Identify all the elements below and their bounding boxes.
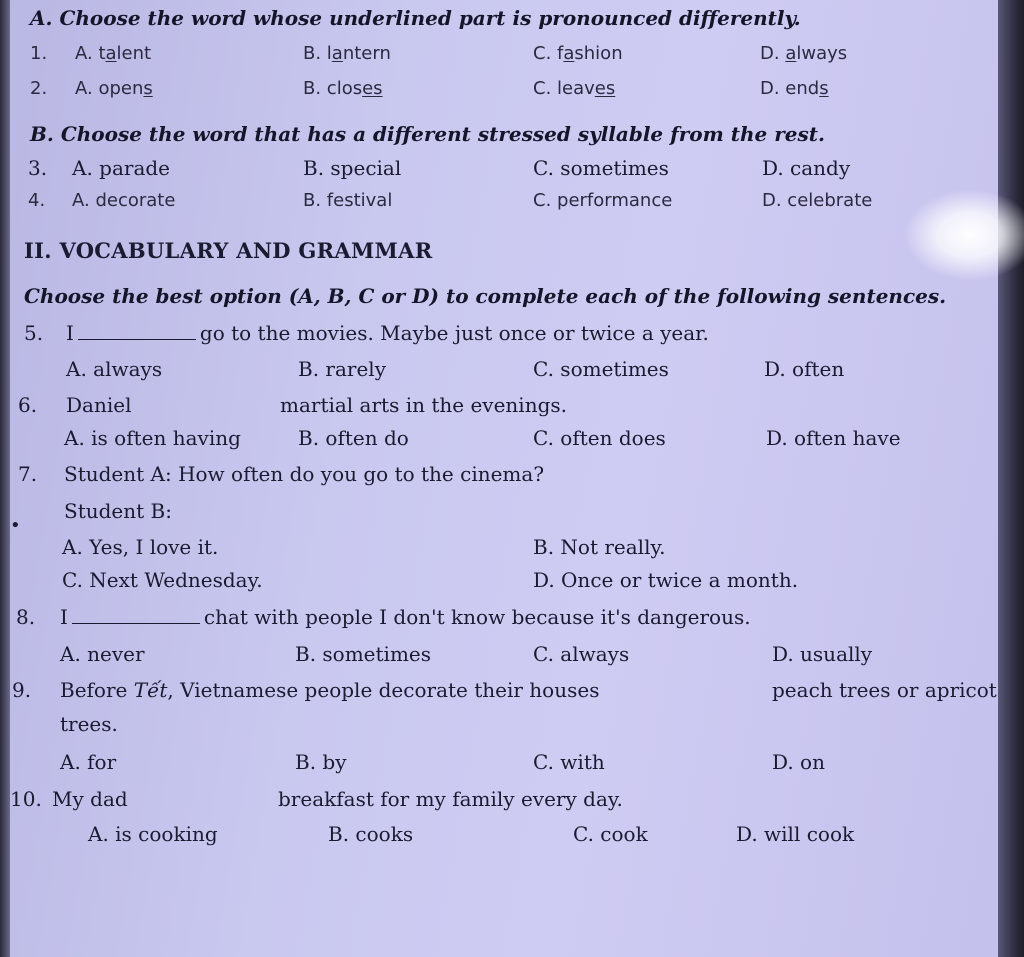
question-stem-start: My dad: [52, 787, 128, 811]
bullet-mark: •: [10, 515, 21, 536]
question-9-options: [0, 750, 1000, 780]
question-stem-continued: trees.: [60, 712, 118, 736]
question-2: [0, 78, 1000, 108]
option-a: A. parade: [72, 156, 171, 180]
option-c: C. fashion: [533, 43, 623, 64]
question-stem: I chat with people I don't know because it's dangerous.: [60, 605, 751, 629]
option-c: C. Next Wednesday.: [62, 568, 263, 592]
question-10-options: [0, 822, 1000, 852]
question-stem-start: Before Tết, Vietnamese people decorate their houses: [60, 678, 600, 702]
question-number: 6.: [18, 393, 38, 417]
option-a: A. never: [60, 642, 145, 666]
question-stem-end: peach trees or apricot: [772, 678, 997, 702]
question-stem-end: breakfast for my family every day.: [278, 787, 623, 811]
option-d: D. Once or twice a month.: [533, 568, 799, 592]
option-c: C. sometimes: [533, 357, 669, 381]
question-number: 2.: [30, 78, 48, 99]
question-stem: Student A: How often do you go to the cinema?: [64, 462, 545, 486]
question-10: [0, 787, 1000, 817]
question-7-line-2: [0, 499, 1000, 529]
question-stem: I go to the movies. Maybe just once or twice a year.: [66, 321, 709, 345]
question-number: 8.: [16, 605, 36, 629]
section-ii-instruction: Choose the best option (A, B, C or D) to complete each of the following sentences.: [24, 284, 947, 308]
question-9-line-2: [0, 712, 1000, 742]
option-a: A. always: [66, 357, 163, 381]
question-stem-start: Daniel: [66, 393, 132, 417]
option-a: A. opens: [75, 78, 153, 99]
option-d: D. celebrate: [762, 190, 873, 211]
option-b: B. rarely: [298, 357, 386, 381]
option-a: A. talent: [75, 43, 152, 64]
question-8-options: [0, 642, 1000, 672]
question-number: 5.: [24, 321, 44, 345]
option-c: C. sometimes: [533, 156, 669, 180]
option-c: C. always: [533, 642, 630, 666]
question-7-options-1: [0, 535, 1000, 565]
option-b: B. cooks: [328, 822, 414, 846]
question-number: 3.: [28, 156, 48, 180]
question-number: 4.: [28, 190, 46, 211]
option-c: C. cook: [573, 822, 648, 846]
option-b: B. by: [295, 750, 347, 774]
question-7-options-2: [0, 568, 1000, 598]
option-b: B. special: [303, 156, 402, 180]
option-b: B. sometimes: [295, 642, 432, 666]
option-d: D. on: [772, 750, 825, 774]
option-b: B. closes: [303, 78, 383, 99]
question-3: [0, 156, 1000, 186]
question-9: [0, 678, 1000, 708]
option-d: D. candy: [762, 156, 851, 180]
screen-glare: [905, 190, 1024, 280]
question-4: [0, 190, 1000, 220]
section-b-heading: B. Choose the word that has a different stressed syllable from the rest.: [30, 122, 825, 146]
option-b: B. often do: [298, 426, 409, 450]
question-number: 1.: [30, 43, 48, 64]
question-1: [0, 43, 1000, 73]
question-stem-end: martial arts in the evenings.: [280, 393, 568, 417]
section-a-heading: A. Choose the word whose underlined part is pronounced differently.: [30, 6, 801, 30]
question-8: [0, 605, 1000, 635]
option-a: A. is cooking: [88, 822, 218, 846]
question-5-options: [0, 357, 1000, 387]
question-stem: Student B:: [64, 499, 172, 523]
question-6: [0, 393, 1000, 423]
option-d: D. will cook: [736, 822, 855, 846]
option-b: B. festival: [303, 190, 393, 211]
option-d: D. ends: [760, 78, 829, 99]
option-d: D. often: [764, 357, 845, 381]
option-d: D. usually: [772, 642, 873, 666]
option-a: A. Yes, I love it.: [62, 535, 219, 559]
option-a: A. is often having: [64, 426, 241, 450]
option-c: C. often does: [533, 426, 666, 450]
screen-right-edge: [998, 0, 1024, 957]
option-c: C. with: [533, 750, 605, 774]
question-number: 10.: [10, 787, 42, 811]
option-a: A. decorate: [72, 190, 176, 211]
answer-blank: [72, 605, 200, 624]
question-7: [0, 462, 1000, 492]
question-number: 9.: [12, 678, 32, 702]
option-c: C. performance: [533, 190, 673, 211]
section-ii-title: II. VOCABULARY AND GRAMMAR: [24, 238, 433, 263]
question-number: 7.: [18, 462, 38, 486]
question-6-options: [0, 426, 1000, 456]
option-c: C. leaves: [533, 78, 616, 99]
answer-blank: [78, 321, 196, 340]
option-d: D. always: [760, 43, 848, 64]
option-b: B. lantern: [303, 43, 391, 64]
option-b: B. Not really.: [533, 535, 666, 559]
option-a: A. for: [60, 750, 117, 774]
question-5: [0, 321, 1000, 351]
option-d: D. often have: [766, 426, 901, 450]
